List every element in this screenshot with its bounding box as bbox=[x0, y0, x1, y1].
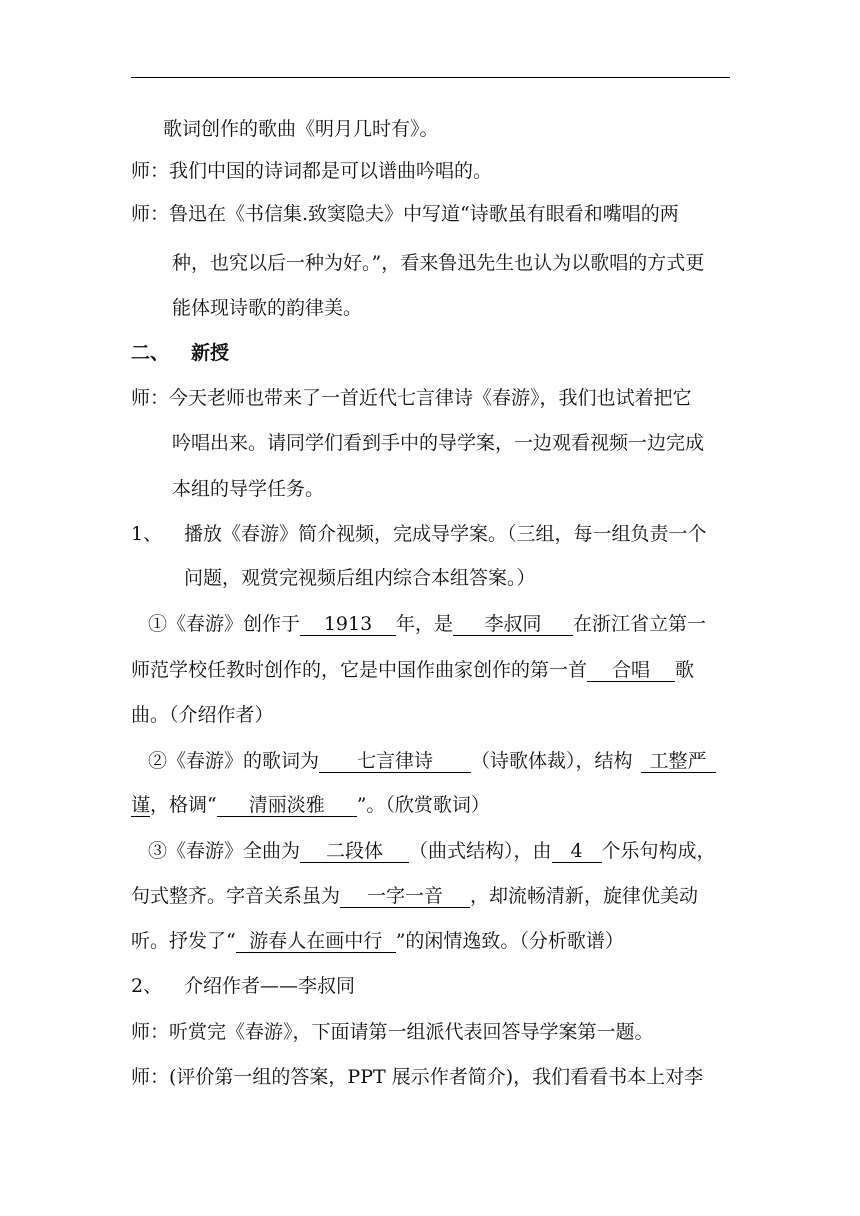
question-line bbox=[148, 749, 716, 773]
answer-blank: 游春人在画中行 bbox=[236, 930, 396, 953]
question-text: 歌 bbox=[675, 659, 695, 681]
question-line bbox=[131, 884, 698, 908]
answer-blank: 清丽淡雅 bbox=[217, 794, 357, 817]
question-text: ”。（欣赏歌词） bbox=[356, 794, 490, 816]
answer-blank: 工整严 bbox=[641, 750, 716, 773]
answer-blank: 合唱 bbox=[587, 659, 675, 682]
question-text: 在浙江省立第一 bbox=[573, 613, 707, 635]
text-line: 能体现诗歌的韵律美。 bbox=[172, 297, 363, 319]
question-text: 个乐句构成， bbox=[601, 840, 716, 862]
header-rule bbox=[131, 77, 730, 78]
question-text: （诗歌体裁），结构 bbox=[471, 750, 633, 772]
question-text: （曲式结构），由 bbox=[409, 840, 552, 862]
list-item-text: 播放《春游》简介视频，完成导学案。（三组，每一组负责一个 bbox=[184, 523, 707, 545]
question-line bbox=[131, 658, 694, 682]
answer-blank: 七言律诗 bbox=[319, 750, 471, 773]
text-line: 师：鲁迅在《书信集.致窦隐夫》中写道“诗歌虽有眼看和嘴唱的两 bbox=[131, 203, 679, 225]
text-line: 歌词创作的歌曲《明月几时有》。 bbox=[163, 118, 439, 140]
text-line: 本组的导学任务。 bbox=[172, 478, 325, 500]
question-text: 师范学校任教时创作的，它是中国作曲家创作的第一首 bbox=[131, 659, 588, 681]
question-line bbox=[131, 929, 624, 953]
question-text: ，却流畅清新，旋律优美动 bbox=[470, 885, 699, 907]
list-item-text: 介绍作者——李叔同 bbox=[184, 975, 356, 997]
question-line bbox=[148, 839, 716, 863]
answer-blank: 李叔同 bbox=[453, 613, 573, 636]
answer-blank: 谨 bbox=[131, 794, 151, 816]
section-title: 新授 bbox=[191, 342, 230, 364]
text-line: 师：我们中国的诗词都是可以谱曲吟唱的。 bbox=[131, 160, 493, 182]
text-line: 师：今天老师也带来了一首近代七言律诗《春游》，我们也试着把它 bbox=[131, 387, 692, 409]
answer-blank: 一字一音 bbox=[340, 885, 470, 908]
text-line: 师：(评价第一组的答案，PPT 展示作者简介)，我们看看书本上对李 bbox=[131, 1066, 704, 1088]
answer-blank: 1913 bbox=[300, 613, 396, 636]
text-line: 曲。（介绍作者） bbox=[131, 704, 274, 726]
list-number: 2、 bbox=[131, 975, 163, 997]
list-number: 1、 bbox=[131, 523, 163, 545]
question-line bbox=[148, 612, 706, 636]
text-line: 种，也究以后一种为好。”，看来鲁迅先生也认为以歌唱的方式更 bbox=[172, 252, 705, 274]
question-text: ③《春游》全曲为 bbox=[148, 840, 301, 862]
question-text: 年，是 bbox=[396, 613, 454, 635]
section-number: 二、 bbox=[131, 342, 170, 364]
question-text: 听。抒发了“ bbox=[131, 930, 236, 952]
question-text: ”的闲情逸致。（分析歌谱） bbox=[395, 930, 624, 952]
list-item-text: 问题，观赏完视频后组内综合本组答案。） bbox=[184, 567, 536, 589]
text-line: 师：听赏完《春游》，下面请第一组派代表回答导学案第一题。 bbox=[131, 1021, 654, 1043]
question-text: 句式整齐。字音关系虽为 bbox=[131, 885, 341, 907]
text-line: 吟唱出来。请同学们看到手中的导学案，一边观看视频一边完成 bbox=[172, 432, 705, 454]
answer-blank: 4 bbox=[552, 840, 602, 863]
question-text: ②《春游》的歌词为 bbox=[148, 750, 320, 772]
answer-blank: 二段体 bbox=[300, 840, 409, 863]
question-text: ，格调“ bbox=[150, 794, 217, 816]
question-line bbox=[131, 793, 490, 817]
question-text: ①《春游》创作于 bbox=[148, 613, 301, 635]
